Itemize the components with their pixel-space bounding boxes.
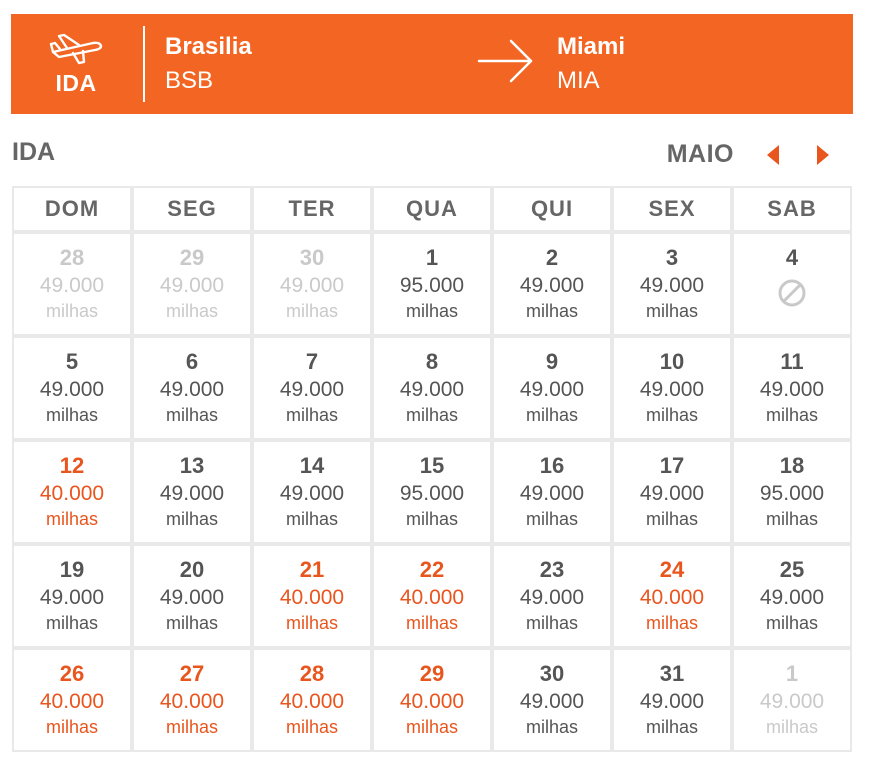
day-price: 40.000 <box>39 482 105 505</box>
day-number: 4 <box>785 245 799 270</box>
day-number: 3 <box>665 245 679 270</box>
destination <box>557 32 625 98</box>
weekday: DOM <box>12 186 132 232</box>
calendar-day-cell[interactable] <box>612 440 732 544</box>
calendar-day-cell[interactable] <box>492 544 612 648</box>
day-price: 40.000 <box>39 690 105 713</box>
day-number: 22 <box>419 557 445 582</box>
day-price: 49.000 <box>279 378 345 401</box>
day-price-unit: milhas <box>285 717 338 737</box>
day-number: 13 <box>179 453 205 478</box>
day-price-unit: milhas <box>165 613 218 633</box>
calendar-day-cell[interactable] <box>732 544 852 648</box>
calendar-day-cell[interactable] <box>492 648 612 752</box>
day-price-unit: milhas <box>45 509 98 529</box>
day-price: 49.000 <box>279 482 345 505</box>
chevron-left-icon <box>765 143 781 167</box>
origin-code: BSB <box>165 67 214 94</box>
day-price: 49.000 <box>399 378 465 401</box>
day-price: 49.000 <box>759 690 825 713</box>
day-price-unit: milhas <box>165 301 218 321</box>
day-price-unit: milhas <box>645 301 698 321</box>
day-number: 20 <box>179 557 205 582</box>
calendar <box>12 186 853 752</box>
calendar-day-cell[interactable] <box>252 544 372 648</box>
day-number: 10 <box>659 349 685 374</box>
calendar-day-cell[interactable] <box>492 440 612 544</box>
next-month-button[interactable] <box>808 140 838 170</box>
flight-header <box>11 14 853 114</box>
day-number: 7 <box>305 349 319 374</box>
calendar-toolbar <box>12 134 852 174</box>
day-price: 49.000 <box>519 586 585 609</box>
day-number: 28 <box>299 661 325 686</box>
destination-city: Miami <box>557 33 626 60</box>
calendar-day-cell[interactable] <box>372 544 492 648</box>
calendar-day-cell <box>732 232 852 336</box>
day-price-unit: milhas <box>405 509 458 529</box>
day-number: 11 <box>780 349 804 374</box>
day-price-unit: milhas <box>285 405 338 425</box>
weekday: SEG <box>132 186 252 232</box>
day-price-unit: milhas <box>405 405 458 425</box>
origin-city: Brasilia <box>165 33 252 60</box>
chevron-right-icon <box>815 143 831 167</box>
calendar-day-cell <box>732 648 852 752</box>
day-number: 12 <box>59 453 85 478</box>
day-price: 49.000 <box>639 274 705 297</box>
day-price-unit: milhas <box>405 717 458 737</box>
calendar-day-cell[interactable] <box>612 544 732 648</box>
day-price-unit: milhas <box>45 717 98 737</box>
day-price: 49.000 <box>519 482 585 505</box>
day-price-unit: milhas <box>165 509 218 529</box>
day-number: 18 <box>779 453 805 478</box>
weekday: TER <box>252 186 372 232</box>
day-number: 2 <box>545 245 559 270</box>
day-price: 49.000 <box>519 378 585 401</box>
calendar-grid <box>12 232 853 752</box>
day-number: 25 <box>779 557 805 582</box>
calendar-day-cell[interactable] <box>612 232 732 336</box>
calendar-day-cell[interactable] <box>252 336 372 440</box>
day-price: 40.000 <box>399 586 465 609</box>
day-price-unit: milhas <box>765 405 818 425</box>
day-price: 49.000 <box>759 378 825 401</box>
day-number: 21 <box>299 557 325 582</box>
day-number: 1 <box>785 661 799 686</box>
day-price-unit: milhas <box>645 405 698 425</box>
calendar-day-cell[interactable] <box>132 440 252 544</box>
day-price: 49.000 <box>39 274 105 297</box>
calendar-day-cell <box>132 232 252 336</box>
day-price: 49.000 <box>39 378 105 401</box>
calendar-day-cell[interactable] <box>12 544 132 648</box>
calendar-day-cell[interactable] <box>372 336 492 440</box>
destination-code: MIA <box>557 67 600 94</box>
day-number: 15 <box>419 453 445 478</box>
day-price: 40.000 <box>279 586 345 609</box>
calendar-day-cell[interactable] <box>12 336 132 440</box>
day-number: 6 <box>185 349 199 374</box>
day-price-unit: milhas <box>285 301 338 321</box>
weekday: QUA <box>372 186 492 232</box>
calendar-day-cell[interactable] <box>132 544 252 648</box>
calendar-day-cell[interactable] <box>612 336 732 440</box>
calendar-day-cell[interactable] <box>12 648 132 752</box>
weekday: SEX <box>612 186 732 232</box>
calendar-day-cell <box>12 232 132 336</box>
day-price-unit: milhas <box>765 717 818 737</box>
day-price: 49.000 <box>519 690 585 713</box>
day-price: 49.000 <box>159 378 225 401</box>
day-number: 16 <box>539 453 565 478</box>
day-price: 40.000 <box>159 690 225 713</box>
day-price: 49.000 <box>639 378 705 401</box>
day-price: 40.000 <box>279 690 345 713</box>
day-number: 23 <box>539 557 565 582</box>
day-price-unit: milhas <box>165 405 218 425</box>
calendar-day-cell[interactable] <box>732 440 852 544</box>
trip-direction <box>11 14 141 114</box>
unavailable-icon <box>777 278 807 308</box>
calendar-day-cell[interactable] <box>372 648 492 752</box>
weekday: QUI <box>492 186 612 232</box>
month-label: MAIO <box>666 140 734 168</box>
calendar-day-cell[interactable] <box>12 440 132 544</box>
day-price-unit: milhas <box>45 301 98 321</box>
day-number: 31 <box>659 661 685 686</box>
day-price-unit: milhas <box>765 509 818 529</box>
day-price-unit: milhas <box>285 613 338 633</box>
day-price-unit: milhas <box>645 613 698 633</box>
calendar-day-cell <box>252 232 372 336</box>
day-price-unit: milhas <box>285 509 338 529</box>
day-price: 49.000 <box>159 274 225 297</box>
calendar-day-cell[interactable] <box>132 336 252 440</box>
day-price-unit: milhas <box>525 301 578 321</box>
day-price: 49.000 <box>159 482 225 505</box>
plane-icon <box>49 32 103 66</box>
day-number: 14 <box>299 453 325 478</box>
trip-direction-label: IDA <box>55 69 97 96</box>
day-number: 19 <box>59 557 85 582</box>
day-price-unit: milhas <box>405 301 458 321</box>
day-price: 49.000 <box>39 586 105 609</box>
day-price-unit: milhas <box>645 717 698 737</box>
day-price: 40.000 <box>399 690 465 713</box>
calendar-day-cell[interactable] <box>252 648 372 752</box>
calendar-day-cell[interactable] <box>252 440 372 544</box>
day-number: 28 <box>59 245 85 270</box>
calendar-day-cell[interactable] <box>492 232 612 336</box>
day-number: 8 <box>425 349 439 374</box>
day-price-unit: milhas <box>765 613 818 633</box>
arrow-right-icon <box>477 38 535 84</box>
day-number: 1 <box>425 245 439 270</box>
day-number: 5 <box>65 349 79 374</box>
day-price-unit: milhas <box>525 405 578 425</box>
weekday: SAB <box>732 186 852 232</box>
day-number: 30 <box>539 661 565 686</box>
day-price: 40.000 <box>639 586 705 609</box>
day-number: 30 <box>299 245 325 270</box>
weekday-header <box>12 186 853 232</box>
header-divider <box>143 26 145 102</box>
calendar-day-cell[interactable] <box>372 232 492 336</box>
day-price: 49.000 <box>519 274 585 297</box>
day-price-unit: milhas <box>525 717 578 737</box>
day-price-unit: milhas <box>525 509 578 529</box>
day-price-unit: milhas <box>645 509 698 529</box>
day-number: 17 <box>659 453 685 478</box>
section-title: IDA <box>12 138 56 166</box>
day-number: 29 <box>419 661 445 686</box>
day-number: 27 <box>179 661 205 686</box>
day-price: 49.000 <box>639 482 705 505</box>
day-price: 49.000 <box>279 274 345 297</box>
day-price-unit: milhas <box>525 613 578 633</box>
day-number: 24 <box>659 557 685 582</box>
origin <box>165 32 252 98</box>
calendar-day-cell[interactable] <box>372 440 492 544</box>
calendar-day-cell[interactable] <box>612 648 732 752</box>
day-price: 49.000 <box>639 690 705 713</box>
calendar-day-cell[interactable] <box>732 336 852 440</box>
day-price: 95.000 <box>399 274 465 297</box>
day-price-unit: milhas <box>405 613 458 633</box>
day-price-unit: milhas <box>165 717 218 737</box>
prev-month-button[interactable] <box>758 140 788 170</box>
day-price: 49.000 <box>759 586 825 609</box>
calendar-day-cell[interactable] <box>492 336 612 440</box>
day-number: 9 <box>545 349 559 374</box>
day-price: 49.000 <box>159 586 225 609</box>
day-price-unit: milhas <box>45 405 98 425</box>
day-price: 95.000 <box>759 482 825 505</box>
calendar-day-cell[interactable] <box>132 648 252 752</box>
day-price-unit: milhas <box>45 613 98 633</box>
day-price: 95.000 <box>399 482 465 505</box>
day-number: 26 <box>59 661 85 686</box>
day-number: 29 <box>179 245 205 270</box>
